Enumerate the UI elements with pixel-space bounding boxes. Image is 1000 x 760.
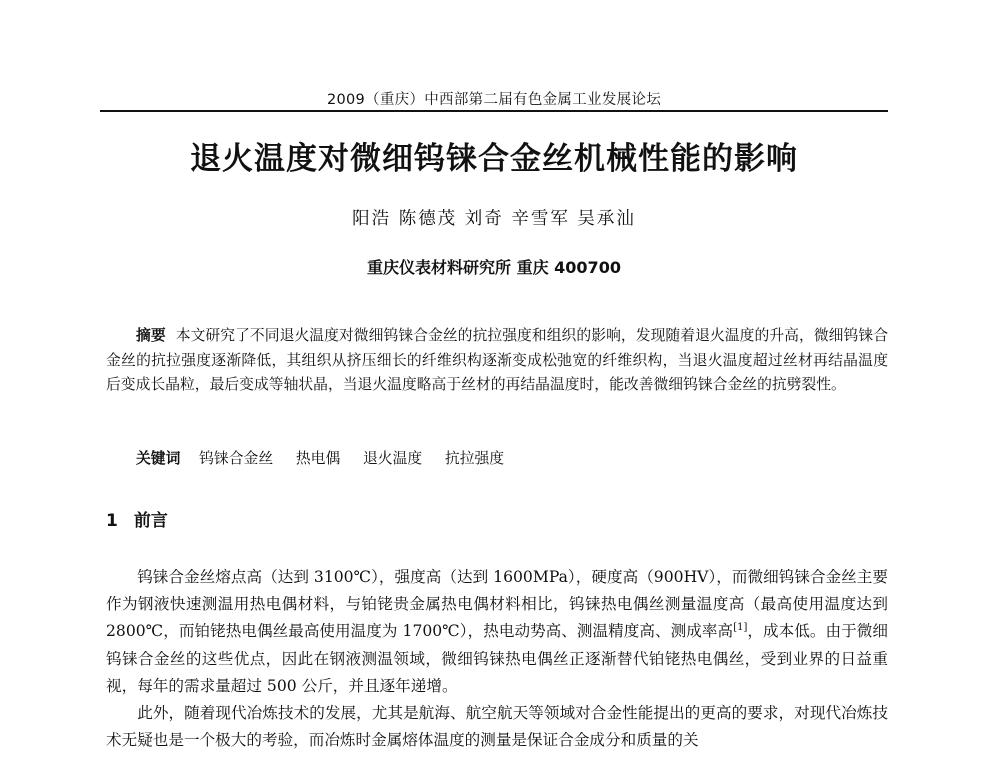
body-paragraph <box>106 564 888 700</box>
affiliation: 重庆仪表材料研究所 重庆 400700 <box>367 258 621 277</box>
keyword: 钨铼合金丝 <box>199 450 274 467</box>
keyword: 抗拉强度 <box>444 450 505 467</box>
paper-title: 退火温度对微细钨铼合金丝机械性能的影响 <box>190 141 798 177</box>
keyword: 热电偶 <box>295 450 341 467</box>
section-heading <box>106 506 168 531</box>
running-header: 2009（重庆）中西部第二届有色金属工业发展论坛 <box>326 92 662 108</box>
abstract-text: 本文研究了不同退火温度对微细钨铼合金丝的抗拉强度和组织的影响，发现随着退火温度的升高，微细钨铼合金丝的抗拉强度逐渐降低，其组织从挤压细长的纤维织构逐渐变成松弛宽的纤维织构，当退火温度超过丝材再结晶温度后变成长晶粒，最后变成等轴状晶，当退火温度略高于丝材的再结晶温度时，能改善微细钨铼合金丝的抗劈裂性。 <box>106 327 888 393</box>
keywords-label: 关键词 <box>136 450 181 467</box>
citation-ref: [1] <box>733 622 748 634</box>
keyword: 退火温度 <box>362 450 423 467</box>
body-paragraph: 此外，随着现代冶炼技术的发展，尤其是航海、航空航天等领域对合金性能提出的更高的要求，对现代冶炼技术无疑也是一个极大的考验，而冶炼时金属熔体温度的测量是保证合金成分和质量的关 <box>106 704 888 750</box>
section-body <box>106 564 888 754</box>
abstract <box>106 324 888 398</box>
keywords <box>136 447 888 471</box>
paragraph-text: 钨铼合金丝熔点高（达到 3100℃），强度高（达到 1600MPa），硬度高（900HV），而微细钨铼合金丝主要作为钢液快速测温用热电偶材料，与铂铑贵金属热电偶材料相比，钨铼热电偶丝测量温度高（最高使用温度达到 2800℃，而铂铑热电偶丝最高使用温度为 1700℃），热电动势高、测温精度高、测成率高 <box>106 568 888 641</box>
header-rule <box>100 110 888 112</box>
section-title: 前言 <box>133 511 168 531</box>
section-number: 1 <box>106 511 118 531</box>
abstract-label: 摘要 <box>136 327 166 344</box>
paragraph-text: ，成本低。由于微细钨铼合金丝的这些优点，因此在钢液测温领域，微细钨铼热电偶丝正逐渐替代铂铑热电偶丝，受到业界的日益重视，每年的需求量超过 500 公斤，并且逐年递增。 <box>106 622 888 695</box>
author-list: 阳浩 陈德茂 刘奇 辛雪军 吴承汕 <box>352 209 636 229</box>
